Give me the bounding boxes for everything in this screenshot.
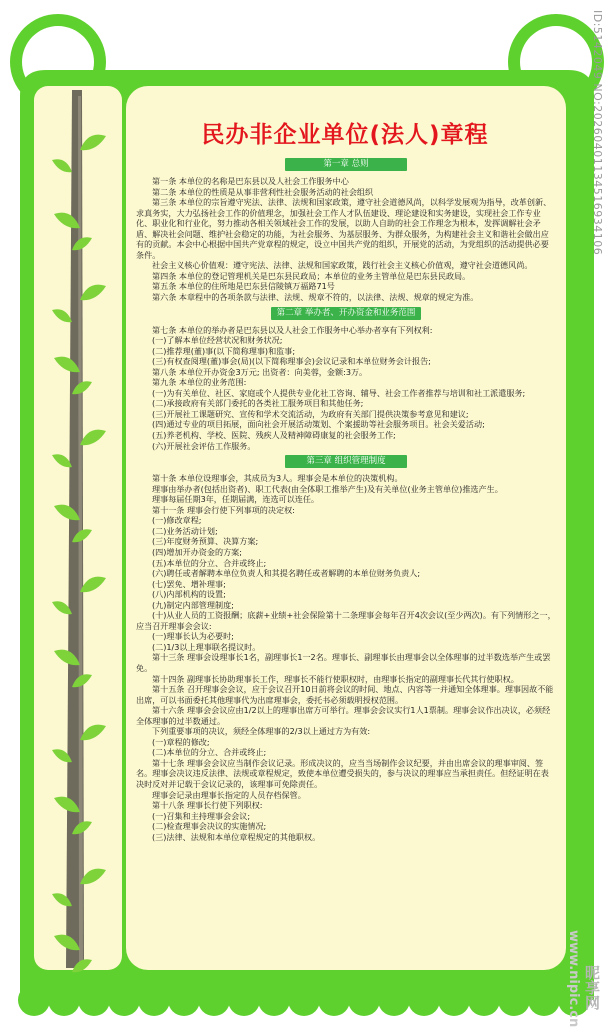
clause-paragraph: 第十三条 理事会设理事长1名，副理事长1一2名。理事长、副理事长由理事会以全体理事的过半数选举产生或罢免。 <box>136 652 551 673</box>
scallop <box>258 984 290 1016</box>
clause-paragraph: 第十一条 理事会行使下列事项的决定权: <box>152 504 295 515</box>
clause-paragraph: (十)从业人员的工资报酬；底薪+业绩+社会保险第十二条理事会每年召开4次会议(至少两次)。有下列情形之一，应当召开理事会会议: <box>136 610 556 631</box>
clause-paragraph: (五)本单位的分立、合并或终止; <box>152 557 267 568</box>
clause-paragraph: 第十五条 召开理事会会议，应于会议召开10日前将会议的时间、地点、内容等一并通知全体理事。理事因故不能出席，可以书面委托其他理事代为出席理事会，委托书必须载明授权范围。 <box>136 684 554 705</box>
clause-paragraph: (三)法律、法规和本单位章程规定的其他职权。 <box>152 831 321 842</box>
frame-scallops <box>18 984 590 1016</box>
clause-paragraph: (七)罢免、增补理事; <box>152 578 226 589</box>
scallop <box>438 984 470 1016</box>
scallop <box>108 984 140 1016</box>
clause-paragraph: (二)检查理事会决议的实施情况; <box>152 821 267 832</box>
clause-paragraph: (二)承接政府有关部门委托的各类社工服务项目和其他任务; <box>152 398 364 409</box>
page-title: 民办非企业单位(法人)章程 <box>201 122 489 148</box>
clause-paragraph: (二)推荐理(董)事(以下简称理事)和监事; <box>152 345 296 356</box>
clause-paragraph: (三)年度财务预算、决算方案; <box>152 536 259 547</box>
document-panel <box>128 88 562 968</box>
scallop <box>18 984 50 1016</box>
scallop <box>348 984 380 1016</box>
clause-paragraph: 第九条 本单位的业务范围: <box>152 377 247 388</box>
clause-paragraph: (一)修改章程; <box>152 515 202 526</box>
clause-paragraph: 第十条 本单位设理事会，其成员为3人。理事会是本单位的决策机构。 <box>152 473 403 484</box>
clause-paragraph: 第三条 本单位的宗旨遵守宪法、法律、法规和国家政策，遵守社会道德风尚，以科学发展观为指导，改革创新、求真务实，大力弘扬社会工作的价值理念，加强社会工作人才队伍建设、理论建设和实务建设，实现社会工作专业化、职业化和行业化，努力推动各相关领域社会工作的发展，以助人自助的社会工作理念为根本，发挥调解社会矛盾、解决社会问题、维护社会稳定的功能，为社会服务、为基层服务、为群众服务，为构建社会主义和谐社会做出应有的贡献。本会中心根据中国共产党章程的规定，设立中国共产党的组织，开展党的活动，为党组织的活动提供必要条件。 <box>136 197 552 260</box>
clause-paragraph: (三)开展社工课题研究、宣传和学术交流活动，为政府有关部门提供决策参考意见和建议; <box>152 408 469 419</box>
clause-paragraph: (九)制定内部管理制度; <box>152 599 234 610</box>
clause-paragraph: 第二条 本单位的性质是从事非营利性社会服务活动的社会组织 <box>152 186 374 197</box>
clause-paragraph: (四)通过专业的项目拓展，面向社会开展活动策划、个案援助等社会服务项目。社会关爱活动; <box>152 419 485 430</box>
scallop <box>48 984 80 1016</box>
scallop <box>378 984 410 1016</box>
chapter-heading: 第一章 总则 <box>285 158 407 171</box>
chapter-heading: 第二章 举办者、开办资金和业务范围 <box>271 307 421 320</box>
clause-paragraph: 第十六条 理事会会议应由1/2以上的理事出席方可举行。理事会会议实行1人1票制。理事会议作出决议，必须经全体理事的过半数通过。 <box>136 705 551 726</box>
scallop <box>198 984 230 1016</box>
clause-paragraph: (四)增加开办资金的方案; <box>152 546 242 557</box>
clause-paragraph: 第六条 本章程中的各项条款与法律、法规、规章不符的，以法律、法规、规章的规定为准。 <box>152 292 479 303</box>
clause-paragraph: 第四条 本单位的登记管理机关是巴东县民政局；本单位的业务主管单位是巴东县民政局。 <box>152 270 471 281</box>
scallop <box>78 984 110 1016</box>
clause-paragraph: 下列重要事项的决议，须经全体理事的2/3以上通过方为有效: <box>152 726 371 737</box>
scallop <box>228 984 260 1016</box>
clause-paragraph: 理事会记录由理事长指定的人员存档保管。 <box>152 789 306 800</box>
clause-paragraph: 社会主义核心价值观：遵守宪法、法律、法规和国家政策，践行社会主义核心价值观，遵守社会道德风尚。 <box>152 260 533 271</box>
clause-paragraph: 第七条 本单位的举办者是巴东县以及人社会工作服务中心举办者享有下列权利: <box>152 324 433 335</box>
clause-paragraph: (一)了解本单位经营状况和财务状况; <box>152 335 283 346</box>
scallop <box>468 984 500 1016</box>
clause-paragraph: (二)业务活动计划; <box>152 525 218 536</box>
clause-paragraph: (一)为有关单位、社区、家庭或个人提供专业化社工咨询、辅导、社会工作者推荐与培训和社工派遣服务; <box>152 387 526 398</box>
clause-paragraph: (六)聘任或者解聘本单位负责人和其提名聘任或者解聘的本单位财务负责人; <box>152 568 421 579</box>
clause-paragraph: 第十八条 理事长行使下列职权: <box>152 800 263 811</box>
document-content <box>136 154 556 842</box>
clause-paragraph: (三)有权查阅理(董)事会(局)(以下简称理事会)会议记录和本单位财务会计报告; <box>152 356 431 367</box>
clause-paragraph: (一)章程的修改; <box>152 736 210 747</box>
scallop <box>408 984 440 1016</box>
site-watermark: www.nipic.cn <box>566 930 581 1027</box>
clause-paragraph: 第五条 本单位的住所地是巴东县信陵镇万福路71号 <box>152 281 335 292</box>
clause-paragraph: (六)开展社会评估工作服务。 <box>152 440 256 451</box>
watermark-id: ID:5142049 NO:20260401134516934106 <box>591 10 604 256</box>
clause-paragraph: (二)本单位的分立、合并或终止; <box>152 747 267 758</box>
clause-paragraph: 第十四条 副理事长协助理事长工作，理事长不能行使职权时，由理事长指定的副理事长代其行使职权。 <box>152 673 519 684</box>
brand-watermark: 昵享网 <box>583 965 601 1010</box>
clause-paragraph: 第八条 本单位开办资金3万元; 出资者：向美蓉，金额:3万。 <box>152 366 368 377</box>
clause-paragraph: (八)内部机构的设置; <box>152 589 226 600</box>
clause-paragraph: (一)理事长认为必要时; <box>152 631 234 642</box>
scallop <box>318 984 350 1016</box>
clause-paragraph: 理事每届任期3年，任期届满，连选可以连任。 <box>152 494 320 505</box>
scallop <box>528 984 560 1016</box>
scallop <box>138 984 170 1016</box>
clause-paragraph: 理事由举办者(包括出资者)、职工代表(由全体职工推举产生)及有关单位(业务主管单位)推选产生。 <box>152 483 503 494</box>
clause-paragraph: (二)1/3以上理事联名提议时。 <box>152 641 261 652</box>
clause-paragraph: 第十七条 理事会会议应当制作会议记录。形成决议的，应当当场制作会议纪要，并由出席会议的理事审阅、签名。理事会决议违反法律、法规或章程规定，致使本单位遭受损失的，参与决议的理事应当承担责任。但经证明在表决时反对并记载于会议记录的，该理事可免除责任。 <box>136 757 549 789</box>
clause-paragraph: (五)养老机构、学校、医院、残疾人及精神障碍康复的社会服务工作; <box>152 430 396 441</box>
scallop <box>288 984 320 1016</box>
chapter-heading: 第三章 组织管理制度 <box>285 455 407 468</box>
scallop <box>498 984 530 1016</box>
scallop <box>168 984 200 1016</box>
clause-paragraph: (一)召集和主持理事会会议; <box>152 810 251 821</box>
clause-paragraph: 第一条 本单位的名称是巴东县以及人社会工作服务中心 <box>152 176 349 186</box>
